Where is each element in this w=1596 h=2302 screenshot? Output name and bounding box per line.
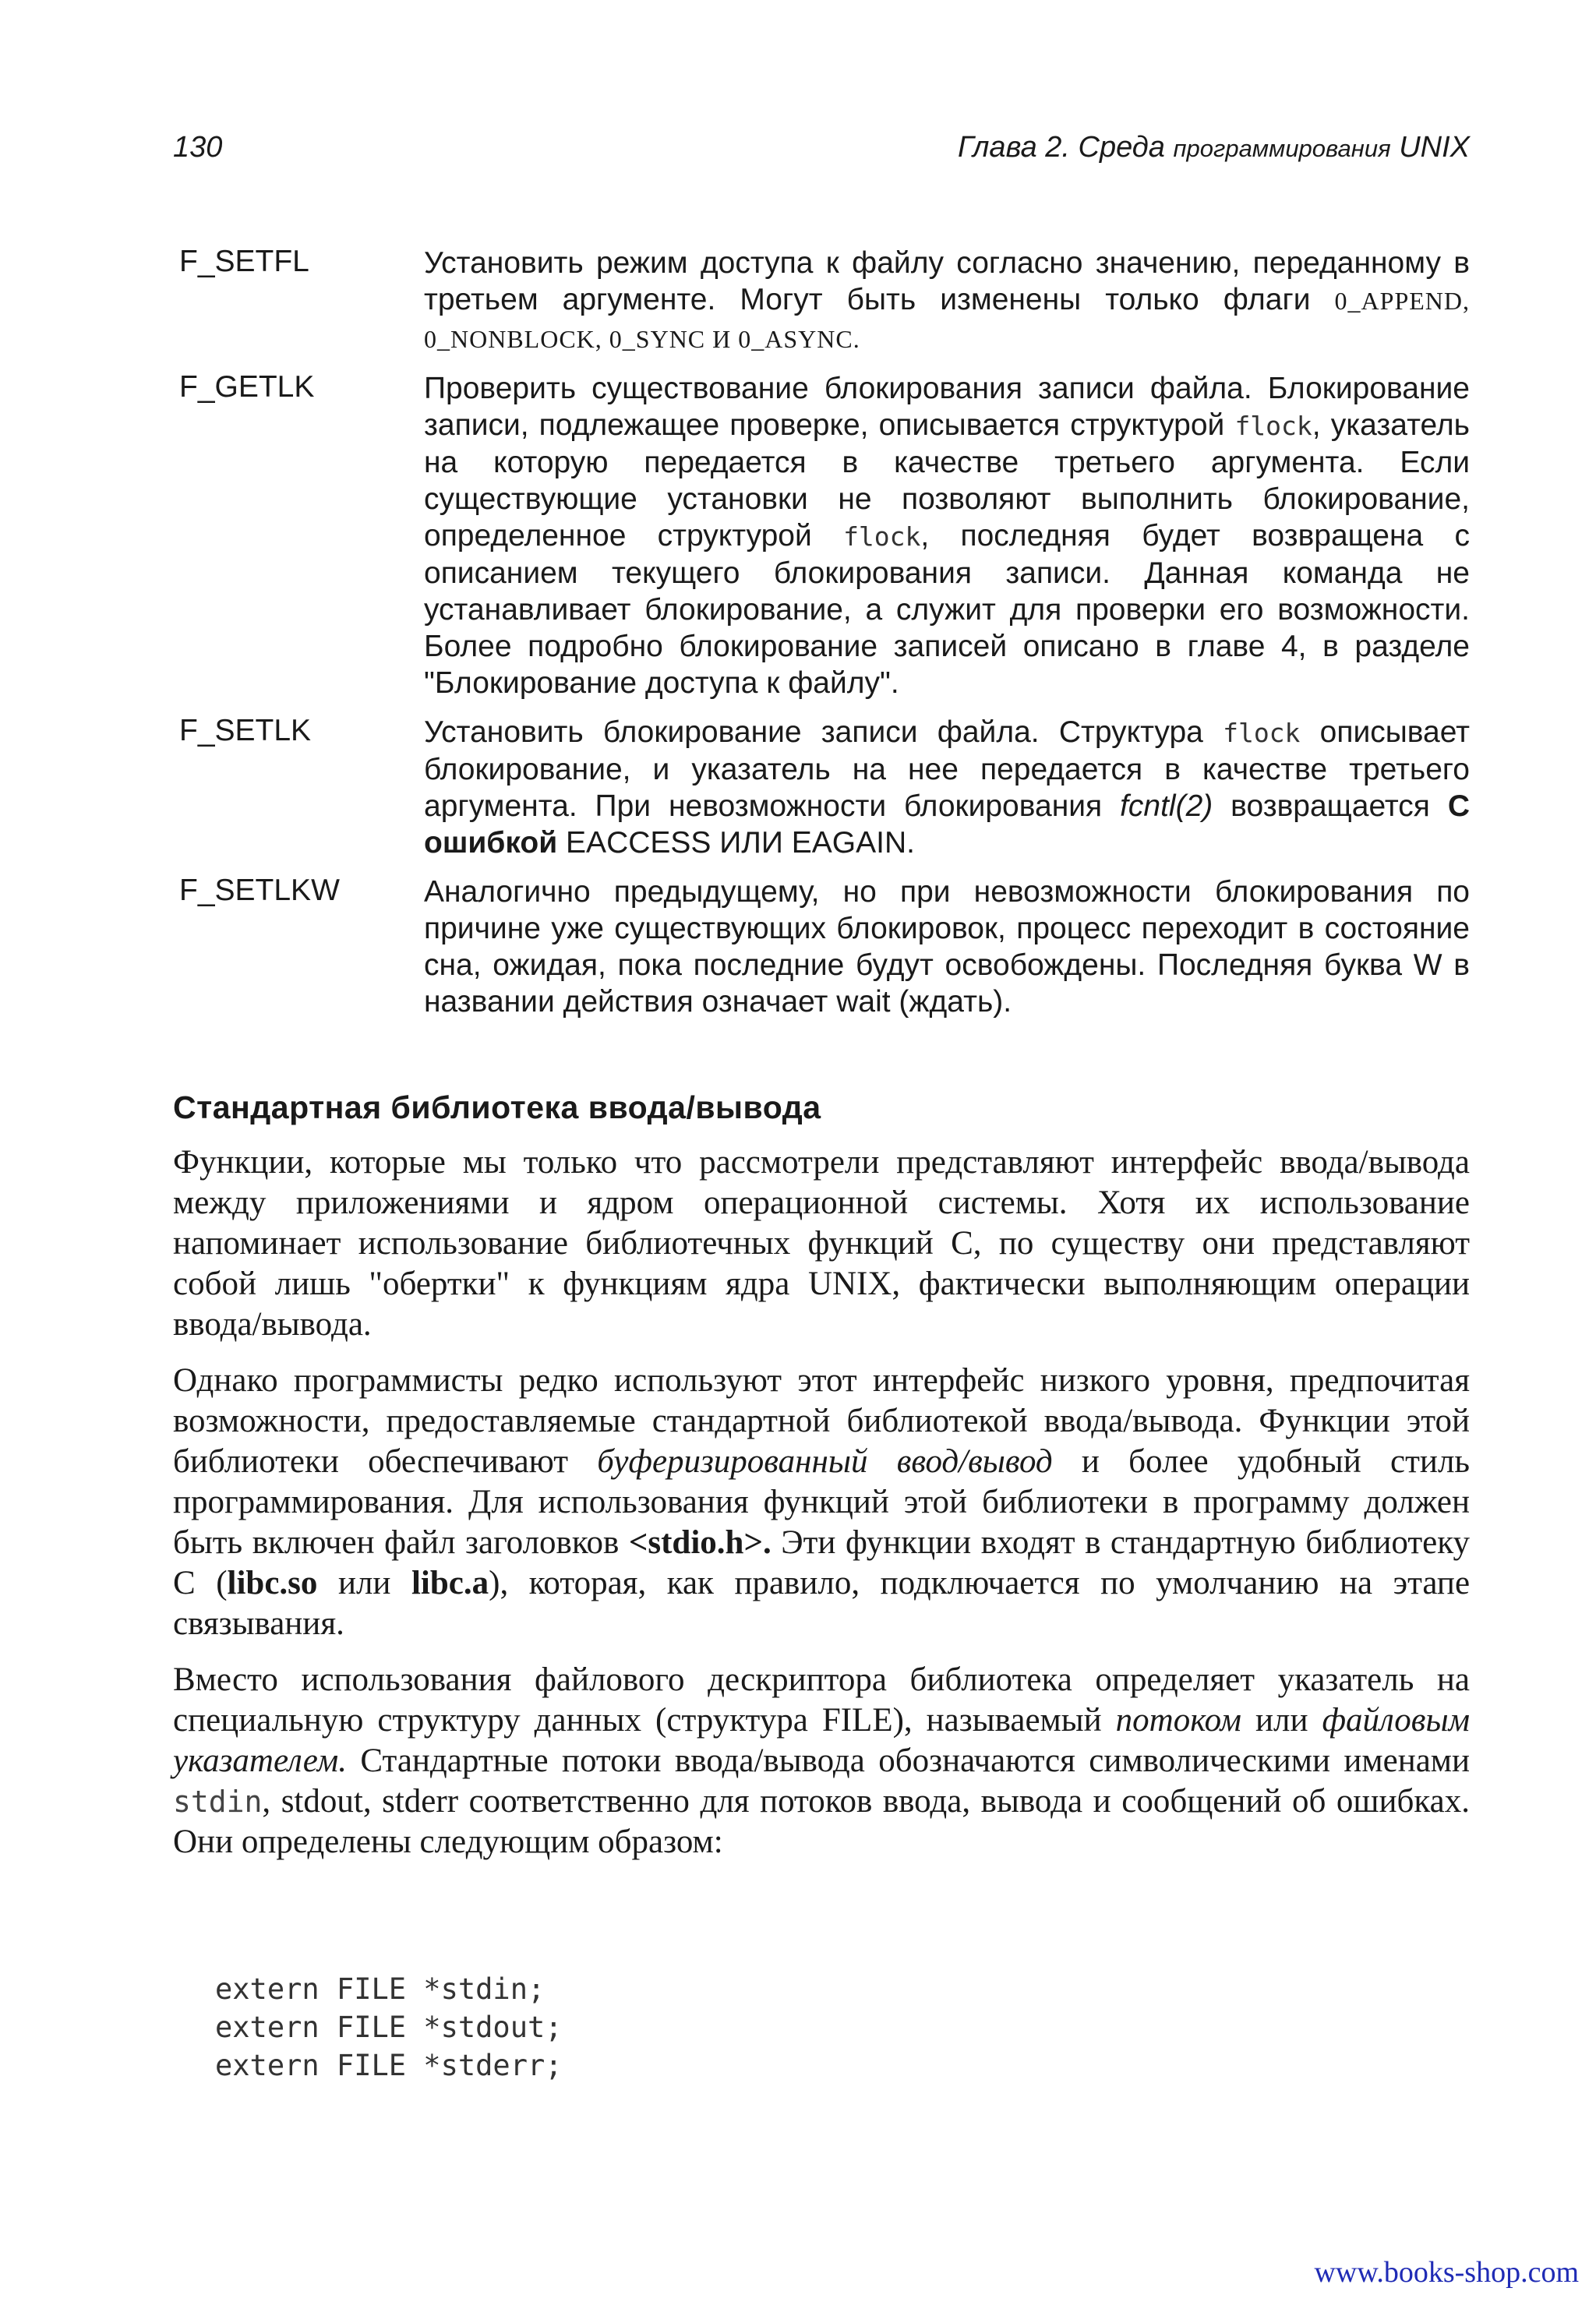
paragraph-text: , stdout, stderr соответственно для потоков ввода, вывода и сообщений об ошибках. Они определены следующим образом: [173, 1783, 1470, 1860]
emphasis: потоком [1115, 1702, 1241, 1739]
paragraph-text: или [337, 1565, 391, 1601]
definition-item [173, 874, 1470, 1020]
paragraph-text: Эти функции входят в стандартную библиотеку С ( [173, 1524, 1471, 1601]
paragraph [173, 1361, 1470, 1644]
paragraph-text: Стандартные потоки ввода/вывода обозначаются символическими именами [360, 1742, 1471, 1779]
body-text [173, 1142, 1470, 1878]
definition-description [424, 245, 1470, 358]
definition-text: Установить режим доступа к файлу согласно значению, переданному в третьем аргументе. Могут быть изменены только флаги [424, 246, 1470, 316]
code-inline: flock [1223, 718, 1301, 748]
paragraph-text: или [1255, 1702, 1308, 1739]
definition-text: Проверить существование блокирования записи файла. Блокирование записи, подлежащее проверке, описывается структурой [424, 372, 1470, 442]
definition-item [173, 714, 1470, 861]
flag-constants: 0_APPEND, 0_NONBLOCK, 0_SYNC И 0_ASYNC. [424, 287, 1470, 353]
paragraph-text: Однако программисты редко используют этот интерфейс низкого уровня, предпочитая возможности, предоставляемые стандартной библиотекой ввода/вывода. Функции этой библиотеки обеспечивают [173, 1362, 1470, 1480]
header-file: <stdio.h>. [628, 1524, 772, 1561]
library-name: libc.so [227, 1565, 318, 1601]
running-title-tail: UNIX [1399, 131, 1470, 164]
code-inline: flock [1234, 411, 1312, 441]
definition-description [424, 874, 1470, 1020]
definition-text: описывает блокирование, и указатель на нее передается в качестве третьего аргумента. При невозможности блокирования [424, 715, 1470, 823]
definition-term: F_GETLK [179, 370, 315, 404]
definition-text: , последняя будет возвращена с описанием текущего блокирования записи. Данная команда не устанавливает блокирование, а служит для проверки его возможности. Более подробно блокирование записей описано в главе 4, в разделе "Блокирование доступа к файлу". [424, 519, 1470, 700]
definition-description [424, 370, 1470, 701]
code-inline: stdin [173, 1785, 263, 1819]
definition-item [173, 370, 1470, 701]
definition-description [424, 714, 1470, 861]
definition-text: Аналогично предыдущему, но при невозможности блокирования по причине уже существующих блокировок, процесс переходит в состояние сна, ожидая, пока последние будут освобождены. Последняя буква W в названии действия означает wait (ждать). [424, 875, 1470, 1019]
definition-term: F_SETLK [179, 714, 312, 747]
definition-term: F_SETLKW [179, 874, 340, 907]
running-title [958, 131, 1470, 164]
paragraph-text: и более удобный стиль программирования. Для использования функций этой библиотеки в программу должен быть включен файл заголовков [173, 1443, 1471, 1561]
function-ref: fcntl(2) [1120, 789, 1213, 823]
definition-text: Установить блокирование записи файла. Структура [424, 715, 1203, 749]
library-name: libc.a [411, 1565, 489, 1601]
emphasis: файловым указателем. [173, 1702, 1471, 1779]
paragraph [173, 1660, 1470, 1862]
running-title-chapter: Глава 2. Среда [958, 131, 1165, 164]
emphasis: буферизированный ввод/вывод [597, 1443, 1053, 1480]
paragraph-text: Вместо использования файлового дескриптора библиотека определяет указатель на специальную структуру данных (структура FILE), называемый [173, 1661, 1470, 1739]
paragraph-text: ), которая, как правило, подключается по умолчанию на этапе связывания. [173, 1565, 1471, 1642]
definition-text: , указатель на которую передается в качестве третьего аргумента. Если существующие установки не позволяют выполнить блокирование, определенное структурой [424, 408, 1470, 553]
page-header [173, 131, 1470, 170]
section-heading: Стандартная библиотека ввода/вывода [173, 1089, 821, 1125]
watermark-link[interactable]: www.books-shop.com [1314, 2256, 1579, 2289]
paragraph-text: Функции, которые мы только что рассмотрели представляют интерфейс ввода/вывода между приложениями и ядром операционной системы. Хотя их использование напоминает использование библиотечных функций С, по существу они представляют собой лишь "обертки" к функциям ядра UNIX, фактически выполняющим операции ввода/вывода. [173, 1144, 1470, 1343]
definition-term: F_SETFL [179, 245, 309, 278]
code-block [215, 1970, 563, 2085]
paragraph [173, 1142, 1470, 1345]
code-line: extern FILE *stderr; [215, 2049, 563, 2082]
page-number: 130 [173, 131, 223, 164]
running-title-small: программирования [1173, 135, 1391, 162]
code-inline: flock [843, 521, 921, 552]
definition-list [173, 245, 1470, 1033]
definition-text: возвращается [1231, 789, 1430, 823]
definition-text: EACCESS ИЛИ EAGAIN. [566, 826, 915, 860]
bold-phrase: С ошибкой [424, 789, 1470, 860]
code-line: extern FILE *stdout; [215, 2011, 563, 2044]
definition-item [173, 245, 1470, 358]
code-line: extern FILE *stdin; [215, 1972, 546, 2006]
